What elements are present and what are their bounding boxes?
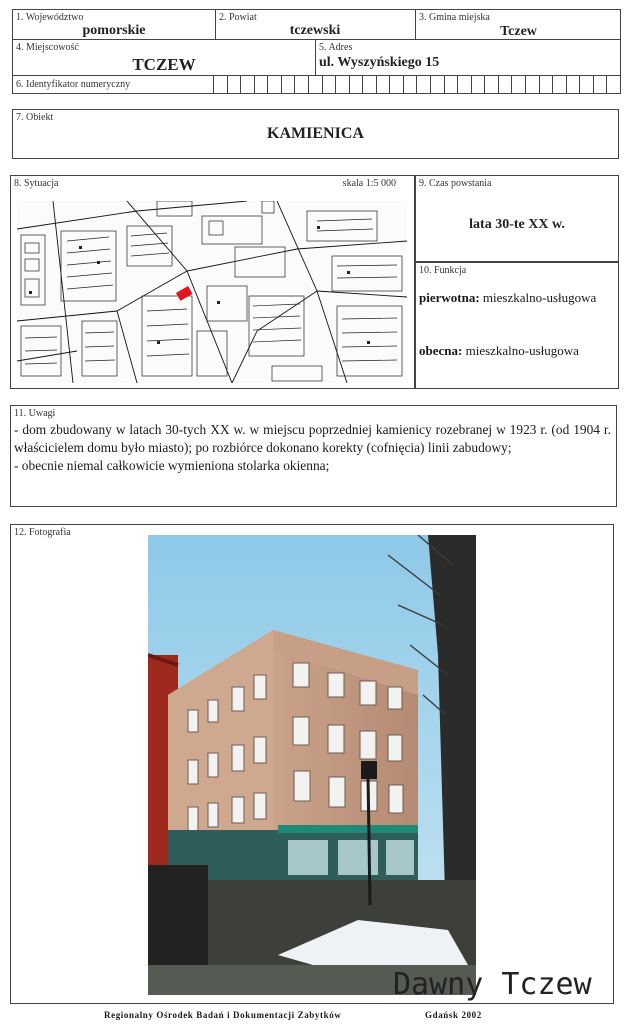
uwagi-line: - obecnie niemal całkowicie wymieniona stolarka okienna; — [14, 458, 330, 473]
obecna-label: obecna: — [419, 343, 463, 358]
funkcja-pierwotna — [419, 289, 615, 307]
header-row-2 — [12, 40, 621, 76]
pierwotna-value: mieszkalno-usługowa — [482, 290, 597, 305]
powiat-value: tczewski — [289, 23, 341, 38]
sytuacja-label: 8. Sytuacja — [14, 178, 59, 189]
gmina-value: Tczew — [500, 24, 537, 39]
header-row-1 — [12, 9, 621, 40]
funkcja-box — [415, 262, 619, 389]
czas-value: lata 30-te XX w. — [469, 217, 565, 232]
uwagi-box — [10, 405, 617, 507]
sytuacja-box — [10, 175, 415, 389]
footer-place-date: Gdańsk 2002 — [425, 1010, 482, 1020]
adres-label: 5. Adres — [319, 42, 353, 53]
wojewodztwo-label: 1. Województwo — [16, 12, 84, 23]
header-row-3 — [12, 76, 621, 94]
wojewodztwo-value: pomorskie — [82, 23, 146, 38]
czas-box — [415, 175, 619, 262]
footer-org: Regionalny Ośrodek Badań i Dokumentacji Zabytków — [104, 1010, 342, 1020]
adres-value: ul. Wyszyńskiego 15 — [319, 55, 440, 70]
funkcja-obecna — [419, 342, 615, 360]
obiekt-label: 7. Obiekt — [16, 112, 54, 123]
situation-map — [17, 201, 407, 383]
uwagi-label: 11. Uwagi — [14, 408, 56, 419]
obecna-value: mieszkalno-usługowa — [465, 343, 579, 358]
building-photo — [148, 535, 476, 995]
obiekt-value: KAMIENICA — [267, 125, 364, 142]
powiat-label: 2. Powiat — [219, 12, 257, 23]
fotografia-box — [10, 524, 614, 1004]
pierwotna-label: pierwotna: — [419, 290, 480, 305]
uwagi-line: - dom zbudowany w latach 30-tych XX w. w miejscu poprzedniej kamienicy rozebranej w 1923 r. (od 1904 r. właścicielem domu było miasto); po rozbiórce dokonano korekty (cofnięcia) linii zabudowy; — [14, 422, 611, 455]
fotografia-label: 12. Fotografia — [14, 527, 71, 538]
miejscowosc-value: TCZEW — [132, 55, 196, 74]
obiekt-box — [12, 109, 619, 159]
watermark: Dawny Tczew — [393, 967, 592, 1002]
miejscowosc-label: 4. Miejscowość — [16, 42, 79, 53]
uwagi-text — [14, 421, 611, 475]
gmina-label: 3. Gmina miejska — [419, 12, 490, 23]
identyfikator-label: 6. Identyfikator numeryczny — [16, 79, 131, 90]
funkcja-label: 10. Funkcja — [419, 265, 467, 276]
identyfikator-grid — [213, 76, 620, 93]
sytuacja-scale: skala 1:5 000 — [342, 178, 396, 189]
czas-label: 9. Czas powstania — [419, 178, 492, 189]
